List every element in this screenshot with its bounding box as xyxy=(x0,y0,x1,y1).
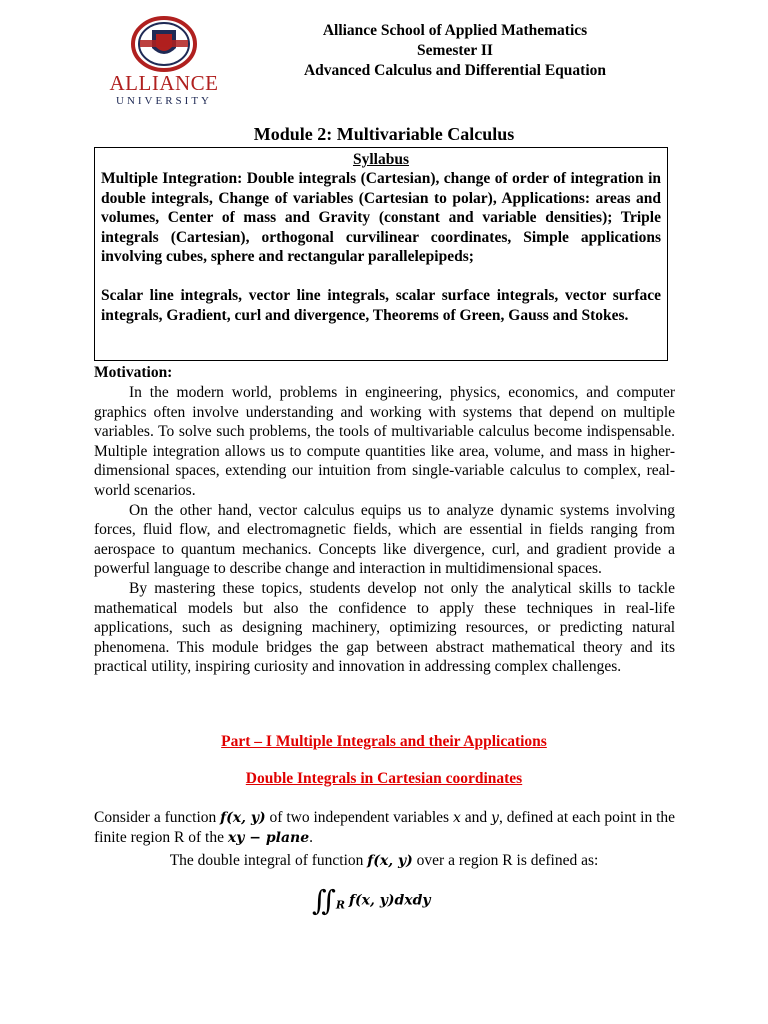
variable-x: x xyxy=(452,810,461,826)
definition-fxy: f(x, y) xyxy=(367,853,413,869)
region-subscript: R xyxy=(335,898,345,912)
intro-paragraph xyxy=(94,808,675,848)
integral-sign: ∬ xyxy=(312,884,336,917)
logo-subtitle: UNIVERSITY xyxy=(116,95,212,107)
function-fxy: f(x, y) xyxy=(220,810,266,826)
integrand: f(x, y)dxdy xyxy=(349,892,431,909)
intro-text-5: . xyxy=(309,829,313,846)
course-title: Advanced Calculus and Differential Equation xyxy=(303,62,606,79)
intro-text-1: Consider a function xyxy=(94,809,221,826)
module-title: Module 2: Multivariable Calculus xyxy=(253,124,515,144)
motivation-body xyxy=(94,383,675,677)
school-name: Alliance School of Applied Mathematics xyxy=(322,22,588,39)
definition-line xyxy=(0,852,768,870)
motivation-paragraph-1: In the modern world, problems in engineering, physics, economics, and computer graphics often involve understanding and working with systems that depend on multiple variables. To solve such problems, the tools of multivariable calculus become indispensable. Multiple integration allows us to compute quantities like area, volume, and mass in higher-dimensional spaces, extending our intuition from single-variable calculus to complex, real-world scenarios. xyxy=(94,384,675,499)
alliance-university-logo xyxy=(98,16,230,110)
intro-text-4: , defined at each point in the finite region R of the xyxy=(94,809,676,846)
intro-text-3: and xyxy=(460,809,492,826)
crest-icon xyxy=(98,16,230,110)
logo-wordmark: ALLIANCE xyxy=(109,71,219,95)
intro-text-2: of two independent variables xyxy=(265,809,453,826)
xy-plane: xy − plane xyxy=(227,830,310,846)
definition-text-2: over a region R is defined as: xyxy=(412,852,599,869)
motivation-paragraph-3: By mastering these topics, students develop not only the analytical skills to tackle mathematical models but also the confidence to apply these techniques in real-life applications, such as designing machinery, optimizing resources, or predicting natural phenomena. This module bridges the gap between abstract mathematical theory and its practical utility, inspiring curiosity and innovation in addressing complex challenges. xyxy=(94,579,675,676)
syllabus-paragraph-2: Scalar line integrals, vector line integrals, scalar surface integrals, vector surface integrals, Gradient, curl and divergence, Theorems of Green, Gauss and Stokes. xyxy=(101,286,661,324)
syllabus-paragraph-1: Multiple Integration: Double integrals (Cartesian), change of order of integration in double integrals, Change of variables (Cartesian to polar), Applications: areas and volumes, Center of mass and Gravity (constant and variable densities); Triple integrals (Cartesian), orthogonal curvilinear coordinates, Simple applications involving cubes, sphere and rectangular parallelepipeds; xyxy=(101,170,661,266)
syllabus-box xyxy=(94,147,668,361)
section-heading: Double Integrals in Cartesian coordinates xyxy=(245,770,523,787)
motivation-heading: Motivation: xyxy=(94,364,173,381)
variable-y: y xyxy=(491,810,499,826)
semester: Semester II xyxy=(417,42,493,59)
part-heading: Part – I Multiple Integrals and their Applications xyxy=(221,733,547,750)
double-integral-formula xyxy=(312,884,431,924)
motivation-paragraph-2: On the other hand, vector calculus equips us to analyze dynamic systems involving forces, fluid flow, and electromagnetic fields, which are essential in fields ranging from aerospace to quantum mechanics. Concepts like divergence, curl, and gradient provide a powerful language to describe change and interaction in multidimensional spaces. xyxy=(94,501,675,578)
syllabus-heading: Syllabus xyxy=(352,151,409,168)
definition-text-1: The double integral of function xyxy=(169,852,368,869)
